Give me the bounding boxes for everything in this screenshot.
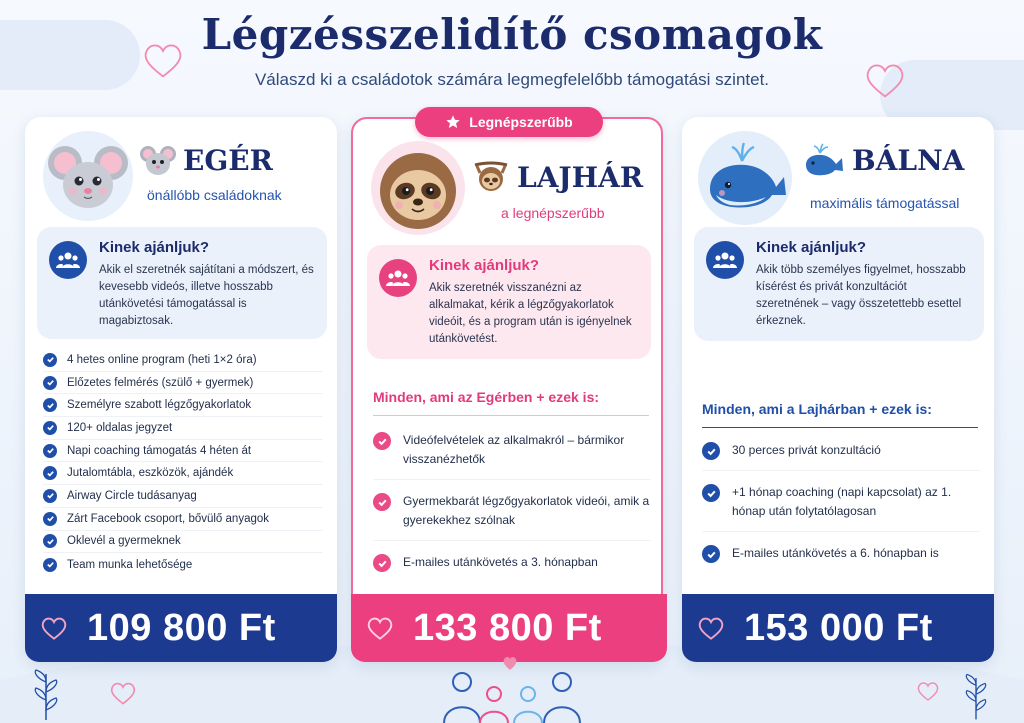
check-icon bbox=[373, 432, 391, 450]
recommendation-title: Kinek ajánljuk? bbox=[99, 239, 210, 256]
list-item bbox=[43, 394, 323, 417]
group-icon bbox=[49, 241, 87, 279]
recommendation-box bbox=[367, 245, 651, 359]
list-item bbox=[43, 417, 323, 440]
recommendation-title: Kinek ajánljuk? bbox=[756, 239, 867, 256]
package-tagline: önállóbb családoknak bbox=[147, 187, 282, 203]
list-item bbox=[702, 544, 980, 573]
price: 153 000 Ft bbox=[744, 606, 933, 649]
check-icon bbox=[702, 442, 720, 460]
feature-text: Személyre szabott légzőgyakorlatok bbox=[67, 399, 252, 412]
feature-text: Jutalomtábla, eszközök, ajándék bbox=[67, 467, 234, 480]
check-icon bbox=[43, 534, 57, 548]
leaf-branch-icon bbox=[958, 672, 994, 720]
group-icon bbox=[706, 241, 744, 279]
check-icon bbox=[373, 554, 391, 572]
feature-text: 30 perces privát konzultáció bbox=[732, 443, 881, 457]
feature-text: Napi coaching támogatás 4 héten át bbox=[67, 444, 252, 457]
check-icon bbox=[702, 545, 720, 563]
heart-outline-icon bbox=[696, 615, 726, 641]
list-item bbox=[373, 492, 651, 541]
page-title: Légzésszelidítő csomagok bbox=[201, 10, 823, 59]
feature-text: E-mailes utánkövetés a 6. hónapban is bbox=[732, 546, 939, 560]
sloth-avatar bbox=[371, 141, 465, 235]
check-icon bbox=[43, 398, 57, 412]
feature-text: Oklevél a gyermeknek bbox=[67, 535, 181, 548]
list-item bbox=[702, 441, 980, 471]
package-name-row bbox=[139, 143, 273, 177]
package-tagline: a legnépszerűbb bbox=[501, 205, 605, 221]
package-name-row bbox=[471, 159, 643, 195]
check-icon bbox=[43, 512, 57, 526]
price-bar[interactable] bbox=[351, 594, 667, 662]
includes-heading: Minden, ami az Egérben + ezek is: bbox=[373, 389, 649, 416]
feature-text: Zárt Facebook csoport, bővülő anyagok bbox=[67, 512, 270, 525]
feature-list bbox=[43, 349, 323, 576]
list-item bbox=[702, 483, 980, 532]
check-icon bbox=[43, 558, 57, 572]
list-item bbox=[43, 372, 323, 395]
list-item bbox=[43, 485, 323, 508]
mouse-icon bbox=[43, 131, 133, 221]
price-bar[interactable] bbox=[25, 594, 337, 662]
feature-text: +1 hónap coaching (napi kapcsolat) az 1. hónap után folytatólagosan bbox=[732, 485, 952, 518]
package-card-lajhar bbox=[351, 114, 663, 662]
list-item bbox=[43, 508, 323, 531]
check-icon bbox=[43, 376, 57, 390]
package-card-balna bbox=[682, 117, 994, 662]
recommendation-text: Akik el szeretnék sajátítani a módszert, és kevesebb videós, illetve hosszabb utánkövetési támogatással is magabiztosak. bbox=[99, 264, 314, 327]
feature-text: E-mailes utánkövetés a 3. hónapban bbox=[403, 555, 598, 569]
check-icon bbox=[702, 484, 720, 502]
heart-outline-icon bbox=[365, 615, 395, 641]
package-card-eger bbox=[25, 117, 337, 662]
sloth-emoji-icon bbox=[471, 159, 511, 195]
feature-text: 4 hetes online program (heti 1×2 óra) bbox=[67, 353, 257, 366]
popular-badge bbox=[415, 107, 603, 137]
list-item bbox=[43, 531, 323, 554]
heart-outline-icon bbox=[915, 680, 941, 702]
sloth-icon bbox=[371, 141, 465, 235]
list-item bbox=[373, 553, 651, 582]
feature-text: Team munka lehetősége bbox=[67, 558, 193, 571]
feature-text: Airway Circle tudásanyag bbox=[67, 489, 197, 502]
list-item bbox=[43, 462, 323, 485]
check-icon bbox=[43, 489, 57, 503]
page-subtitle: Válaszd ki a családotok számára legmegfelelőbb támogatási szintet. bbox=[254, 70, 770, 89]
extra-features-list bbox=[702, 441, 980, 585]
feature-text: Gyermekbarát légzőgyakorlatok videói, amik a gyerekekhez szólnak bbox=[403, 494, 650, 527]
recommendation-title: Kinek ajánljuk? bbox=[429, 257, 540, 274]
price: 109 800 Ft bbox=[87, 606, 276, 649]
family-illustration bbox=[432, 656, 592, 723]
check-icon bbox=[43, 466, 57, 480]
recommendation-text: Akik több személyes figyelmet, hosszabb kísérést és privát konzultációt szeretnének – vagy összetettebb esettel érkeznek. bbox=[756, 264, 966, 327]
package-name: BÁLNA bbox=[852, 143, 965, 177]
recommendation-box bbox=[37, 227, 327, 339]
price-bar[interactable] bbox=[682, 594, 994, 662]
list-item bbox=[43, 440, 323, 463]
feature-text: 120+ oldalas jegyzet bbox=[67, 421, 173, 434]
whale-icon bbox=[698, 131, 792, 225]
package-name: EGÉR bbox=[183, 143, 273, 177]
list-item bbox=[43, 553, 323, 576]
package-name-row bbox=[802, 143, 964, 177]
leaf-branch-icon bbox=[26, 668, 66, 720]
includes-heading: Minden, ami a Lajhárban + ezek is: bbox=[702, 401, 978, 428]
group-icon bbox=[379, 259, 417, 297]
extra-features-list bbox=[373, 431, 651, 594]
recommendation-text: Akik szeretnék visszanézni az alkalmakat, kérik a légzőgyakorlatok videóit, és a program után is igényelnek utánkövetést. bbox=[429, 282, 632, 345]
price: 133 800 Ft bbox=[413, 606, 602, 649]
star-icon bbox=[445, 114, 461, 130]
list-item bbox=[43, 349, 323, 372]
mouse-emoji-icon bbox=[139, 143, 177, 177]
list-item bbox=[373, 431, 651, 480]
package-tagline: maximális támogatással bbox=[810, 195, 960, 211]
feature-text: Videófelvételek az alkalmakról – bármikor visszanézhetők bbox=[403, 433, 625, 466]
recommendation-box bbox=[694, 227, 984, 341]
check-icon bbox=[43, 444, 57, 458]
check-icon bbox=[43, 421, 57, 435]
feature-text: Előzetes felmérés (szülő + gyermek) bbox=[67, 376, 254, 389]
mouse-avatar bbox=[43, 131, 133, 221]
check-icon bbox=[373, 493, 391, 511]
badge-label: Legnépszerűbb bbox=[469, 114, 573, 130]
check-icon bbox=[43, 353, 57, 367]
package-name: LAJHÁR bbox=[517, 160, 644, 194]
heart-outline-icon bbox=[39, 615, 69, 641]
whale-avatar bbox=[698, 131, 792, 225]
whale-emoji-icon bbox=[802, 143, 846, 177]
heart-outline-icon bbox=[108, 680, 138, 706]
